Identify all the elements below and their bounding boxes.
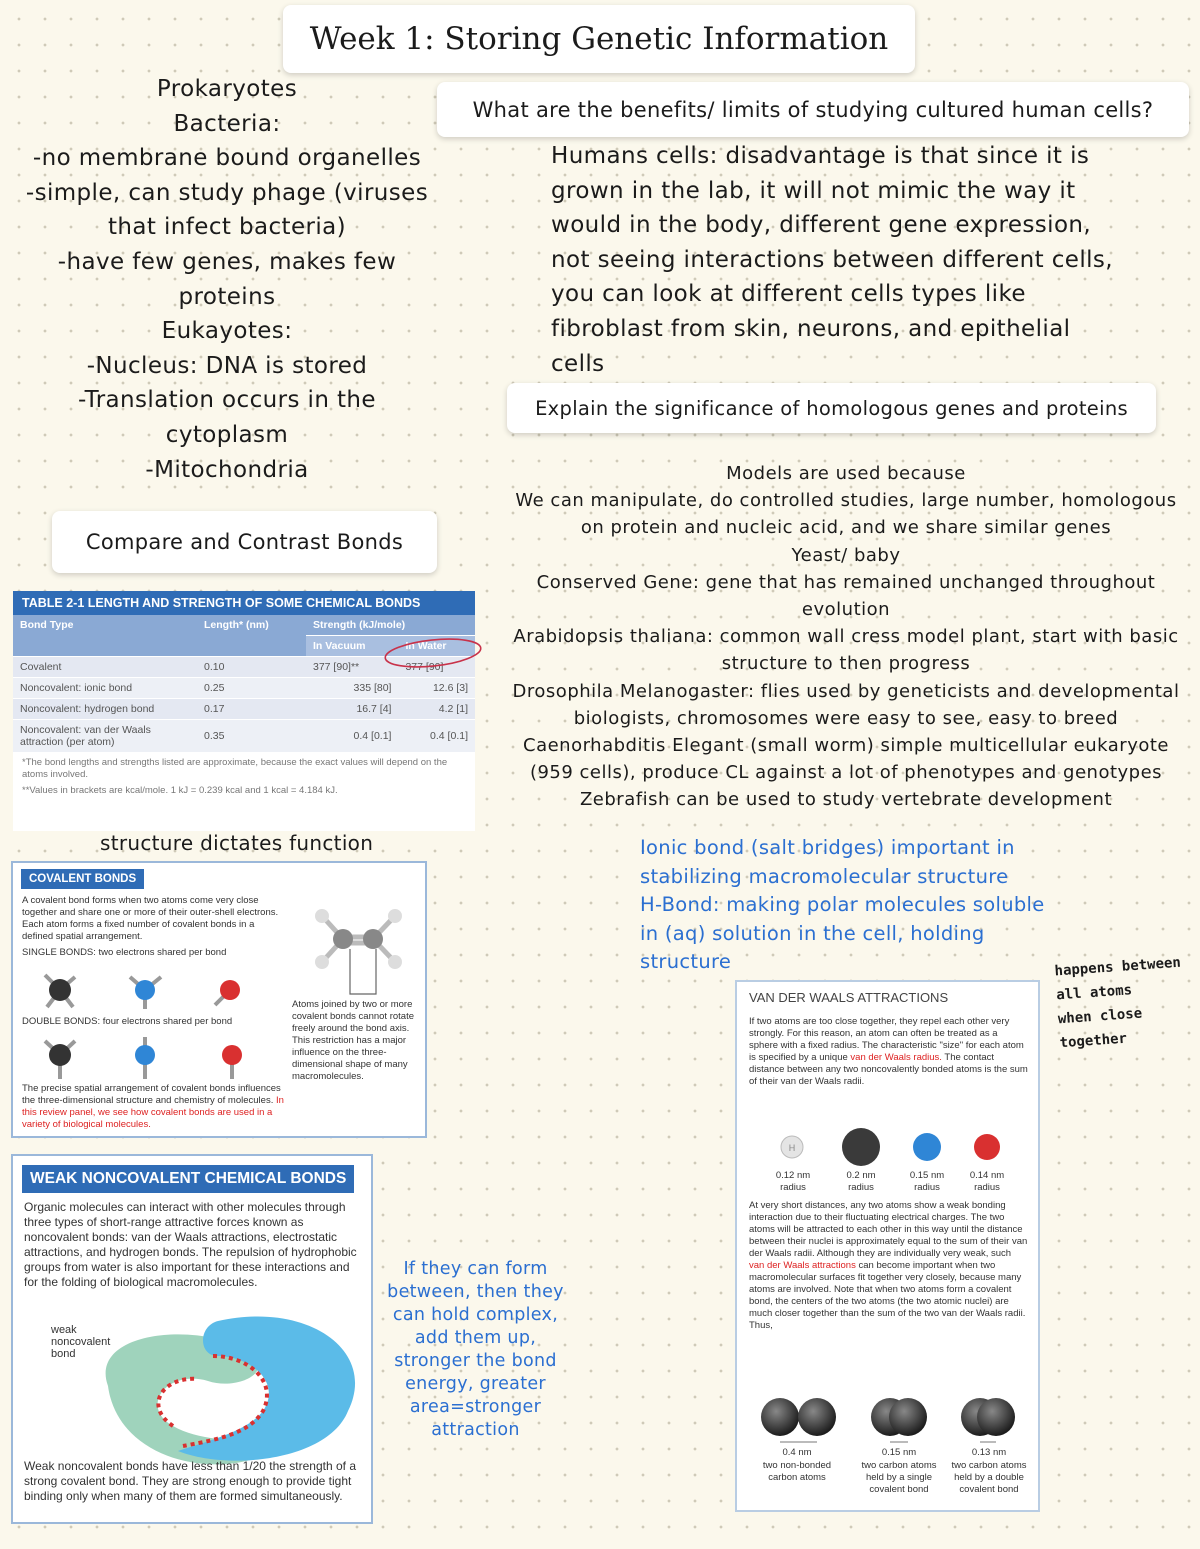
covalent-tag: COVALENT BONDS bbox=[21, 869, 144, 889]
weak-noncovalent-figure bbox=[11, 1154, 373, 1524]
note-line: together bbox=[1059, 1030, 1128, 1052]
col-water: In Water bbox=[398, 636, 475, 657]
note-line: Humans cells: disadvantage is that since it is bbox=[551, 143, 1090, 169]
cell-vacuum: 377 [90]** bbox=[306, 657, 398, 678]
col-strength: Strength (kJ/mole) bbox=[306, 615, 475, 636]
table-heading: TABLE 2-1 LENGTH AND STRENGTH OF SOME CHEMICAL BONDS bbox=[13, 591, 475, 615]
note-line: would in the body, different gene expression, bbox=[551, 212, 1092, 239]
note-line: structure to then progress bbox=[721, 653, 971, 675]
note-line: structure bbox=[640, 950, 732, 973]
note-line: -simple, can study phage (viruses bbox=[25, 179, 429, 206]
vdw-body-text-2: can become important when two macromolecular surfaces fit together very closely, because many atoms are involved. Note that when two atoms form a covalent bond, the centers of the two atoms (the two atomic nuclei) are much closer together than the sum of the two van der Waals radii. Thus, bbox=[749, 1260, 1026, 1331]
note-line: that infect bacteria) bbox=[107, 214, 347, 241]
col-bond-type: Bond Type bbox=[13, 615, 197, 657]
cell-type: Noncovalent: van der Waals attraction (per atom) bbox=[13, 720, 197, 753]
note-line: Eukayotes: bbox=[161, 318, 293, 345]
carbon-pair-distance: 0.13 nm bbox=[971, 1447, 1007, 1458]
note-line: -Translation occurs in the bbox=[78, 387, 376, 414]
note-line: attraction bbox=[431, 1420, 520, 1440]
note-line: biologists, chromosomes were easy to see, easy to breed bbox=[573, 707, 1119, 729]
page-title: Week 1: Storing Genetic Information bbox=[309, 21, 889, 57]
cell-water: 0.4 [0.1] bbox=[398, 720, 475, 753]
carbon-pair-description: two non-bonded carbon atoms bbox=[762, 1460, 832, 1483]
bond-strength-notes bbox=[378, 1258, 573, 1442]
note-line: Bacteria: bbox=[173, 110, 281, 137]
cell-length: 0.10 bbox=[197, 657, 306, 678]
note-line: We can manipulate, do controlled studies, large number, homologous bbox=[515, 490, 1177, 512]
carbon-pair-distance: 0.15 nm bbox=[881, 1447, 917, 1458]
question-card-bonds bbox=[52, 511, 437, 573]
note-line: happens between bbox=[1054, 954, 1182, 980]
note-line: Prokaryotes bbox=[156, 76, 298, 102]
cell-length: 0.35 bbox=[197, 720, 306, 753]
carbon-pair-distance: 0.4 nm bbox=[782, 1447, 812, 1458]
vdw-body bbox=[749, 1200, 1029, 1332]
bond-importance-notes bbox=[640, 834, 1045, 977]
note-line: stronger the bond bbox=[394, 1351, 557, 1371]
note-line: in (aq) solution in the cell, holding bbox=[640, 921, 985, 945]
cell-type: Noncovalent: hydrogen bond bbox=[13, 699, 197, 720]
note-line: grown in the lab, it will not mimic the way it bbox=[551, 177, 1076, 204]
note-line: -have few genes, makes few bbox=[57, 248, 397, 275]
table-footnote-1: *The bond lengths and strengths listed are approximate, because the exact values will depend on the atoms involved. bbox=[22, 757, 448, 780]
bond-table-figure bbox=[13, 591, 475, 831]
vdw-tag: VAN DER WAALS ATTRACTIONS bbox=[749, 990, 949, 1005]
weak-bond-label: weak noncovalent bond bbox=[51, 1324, 111, 1360]
note-line: between, then they bbox=[387, 1282, 564, 1302]
col-vacuum: In Vacuum bbox=[306, 636, 398, 657]
note-line: stabilizing macromolecular structure bbox=[640, 864, 1009, 888]
vdw-intro-text-2: The contact distance between any two noncovalently bonded atoms is the sum of their van der Waals radii. bbox=[749, 1052, 1028, 1087]
svg-text:H: H bbox=[788, 1143, 796, 1153]
prokaryote-eukaryote-notes bbox=[14, 72, 440, 487]
cell-type: Covalent bbox=[13, 657, 197, 678]
note-line: cytoplasm bbox=[165, 421, 289, 448]
note-line: Models are used because bbox=[726, 463, 966, 484]
question-text: What are the benefits/ limits of studying cultured human cells? bbox=[472, 97, 1154, 122]
double-bond-atoms-icon bbox=[25, 1033, 275, 1083]
note-line: all atoms bbox=[1055, 982, 1133, 1004]
cell-vacuum: 16.7 [4] bbox=[306, 699, 398, 720]
human-cells-answer bbox=[551, 139, 1151, 381]
vdw-intro bbox=[749, 1016, 1029, 1088]
vdw-body-text: At very short distances, any two atoms show a weak bonding interaction due to their fluctuating electrical charges. The two atoms will be attracted to each other in this way until the distance between their nuclei is approximately equal to the sum of their van der Waals radii. Although they are individually very weak, such bbox=[749, 1200, 1028, 1259]
note-line: can hold complex, bbox=[392, 1305, 559, 1325]
col-length: Length* (nm) bbox=[197, 615, 306, 657]
single-bond-atoms-icon bbox=[25, 965, 275, 1015]
covalent-outro bbox=[22, 1083, 284, 1131]
red-circle-annotation bbox=[381, 633, 486, 671]
question-card-homologous bbox=[507, 383, 1156, 433]
cell-length: 0.17 bbox=[197, 699, 306, 720]
covalent-outro-red: In this review panel, we see how covalent bonds are used in a variety of biological molecules. bbox=[22, 1095, 284, 1130]
double-bonds-label: DOUBLE BONDS: four electrons shared per bond bbox=[22, 1016, 233, 1027]
note-line: If they can form bbox=[403, 1259, 548, 1279]
note-line: on protein and nucleic acid, and we share similar genes bbox=[580, 517, 1112, 539]
vdw-intro-red: van der Waals radius. bbox=[850, 1052, 942, 1063]
question-card-human-cells bbox=[437, 82, 1189, 137]
note-line: evolution bbox=[801, 599, 891, 621]
single-bonds-label: SINGLE BONDS: two electrons shared per bond bbox=[22, 947, 227, 958]
note-line: when close bbox=[1057, 1005, 1143, 1028]
structure-caption: structure dictates function bbox=[100, 831, 374, 855]
covalent-rotation-note: Atoms joined by two or more covalent bonds cannot rotate freely around the bond axis. This restriction has a major influence on the three-dimensional shape of many macromolecules. bbox=[292, 999, 415, 1082]
note-line: -no membrane bound organelles bbox=[32, 145, 422, 172]
note-line: you can look at different cells types like bbox=[551, 281, 1026, 308]
note-line: -Mitochondria bbox=[145, 456, 309, 483]
table-row bbox=[13, 678, 475, 699]
van-der-waals-figure bbox=[735, 980, 1040, 1512]
cell-water: 12.6 [3] bbox=[398, 678, 475, 699]
weak-tag: WEAK NONCOVALENT CHEMICAL BONDS bbox=[22, 1165, 354, 1193]
cell-vacuum: 335 [80] bbox=[306, 678, 398, 699]
carbon-pair-description: two carbon atoms held by a single covalent bond bbox=[861, 1460, 937, 1495]
note-line: Ionic bond (salt bridges) important in bbox=[640, 836, 1015, 859]
weak-outro: Weak noncovalent bonds have less than 1/20 the strength of a strong covalent bond. They are strong enough to provide tight binding only when many of them are formed simultaneously. bbox=[24, 1459, 357, 1503]
note-line: Drosophila Melanogaster: flies used by geneticists and developmental bbox=[512, 680, 1180, 702]
note-line: Zebrafish can be used to study vertebrate development bbox=[579, 789, 1113, 811]
covalent-intro: A covalent bond forms when two atoms come very close together and share one or more of their outer-shell electrons. Each atom forms a fixed number of covalent bonds in a defined spatial arrangement. bbox=[22, 895, 279, 942]
question-text: Compare and Contrast Bonds bbox=[85, 530, 404, 554]
note-line: area=stronger bbox=[409, 1397, 542, 1417]
carbon-pair-icons bbox=[752, 1392, 1032, 1452]
atom-radius-label: 0.14 nm radius bbox=[969, 1170, 1005, 1193]
cell-water: 377 [90] bbox=[398, 657, 475, 678]
cell-type: Noncovalent: ionic bond bbox=[13, 678, 197, 699]
vdw-intro-text: If two atoms are too close together, they repel each other very strongly. For this reason, an atom can often be treated as a sphere with a fixed radius. The characteristic "size" for each atom is specified by a unique bbox=[749, 1016, 1024, 1063]
atom-radii-icons bbox=[757, 1127, 1027, 1167]
covalent-outro-text: The precise spatial arrangement of covalent bonds influences the three-dimensional structure and chemistry of molecules. bbox=[22, 1083, 281, 1106]
note-line: Caenorhabditis Elegant (small worm) simple multicellular eukaryote bbox=[523, 735, 1169, 757]
carbon-pair-description: two carbon atoms held by a double covalent bond bbox=[951, 1460, 1027, 1495]
note-line: -Nucleus: DNA is stored bbox=[86, 352, 368, 379]
cell-length: 0.25 bbox=[197, 678, 306, 699]
note-line: cells bbox=[551, 350, 605, 377]
table-row bbox=[13, 699, 475, 720]
table-footnote-2: **Values in brackets are kcal/mole. 1 kJ = 0.239 kcal and 1 kcal = 4.184 kJ. bbox=[22, 785, 338, 796]
note-line: H-Bond: making polar molecules soluble bbox=[640, 893, 1045, 916]
atom-radius-label: 0.15 nm radius bbox=[909, 1170, 945, 1193]
note-line: proteins bbox=[178, 283, 276, 310]
atom-radius-label: 0.12 nm radius bbox=[775, 1170, 811, 1193]
handwritten-scribble bbox=[1054, 951, 1187, 1056]
note-line: Yeast/ baby bbox=[791, 544, 901, 566]
note-line: add them up, bbox=[414, 1328, 537, 1348]
ethylene-molecule-icon bbox=[298, 899, 418, 999]
note-line: fibroblast from skin, neurons, and epithelial bbox=[551, 315, 1071, 342]
note-line: Conserved Gene: gene that has remained unchanged throughout bbox=[536, 571, 1156, 593]
covalent-bonds-figure bbox=[11, 861, 427, 1138]
atom-radius-label: 0.2 nm radius bbox=[846, 1170, 876, 1193]
note-line: energy, greater bbox=[405, 1374, 546, 1394]
cell-vacuum: 0.4 [0.1] bbox=[306, 720, 398, 753]
models-answer bbox=[500, 460, 1192, 814]
note-line: not seeing interactions between different cells, bbox=[551, 246, 1114, 273]
cell-water: 4.2 [1] bbox=[398, 699, 475, 720]
vdw-body-red: van der Waals attractions bbox=[749, 1260, 856, 1271]
question-text: Explain the significance of homologous genes and proteins bbox=[535, 396, 1128, 420]
note-line: Arabidopsis thaliana: common wall cress model plant, start with basic bbox=[513, 626, 1179, 648]
table-row bbox=[13, 720, 475, 753]
title-card bbox=[283, 5, 915, 73]
note-line: (959 cells), produce CL against a lot of phenotypes and genotypes bbox=[529, 762, 1163, 784]
weak-intro: Organic molecules can interact with other molecules through three types of short-range attractive forces known as noncovalent bonds: van der Waals attractions, electrostatic attractions, and hydrogen bonds. The repulsion of hydrophobic groups from water is also important for these interactions and for the folding of biological macromolecules. bbox=[24, 1200, 357, 1289]
